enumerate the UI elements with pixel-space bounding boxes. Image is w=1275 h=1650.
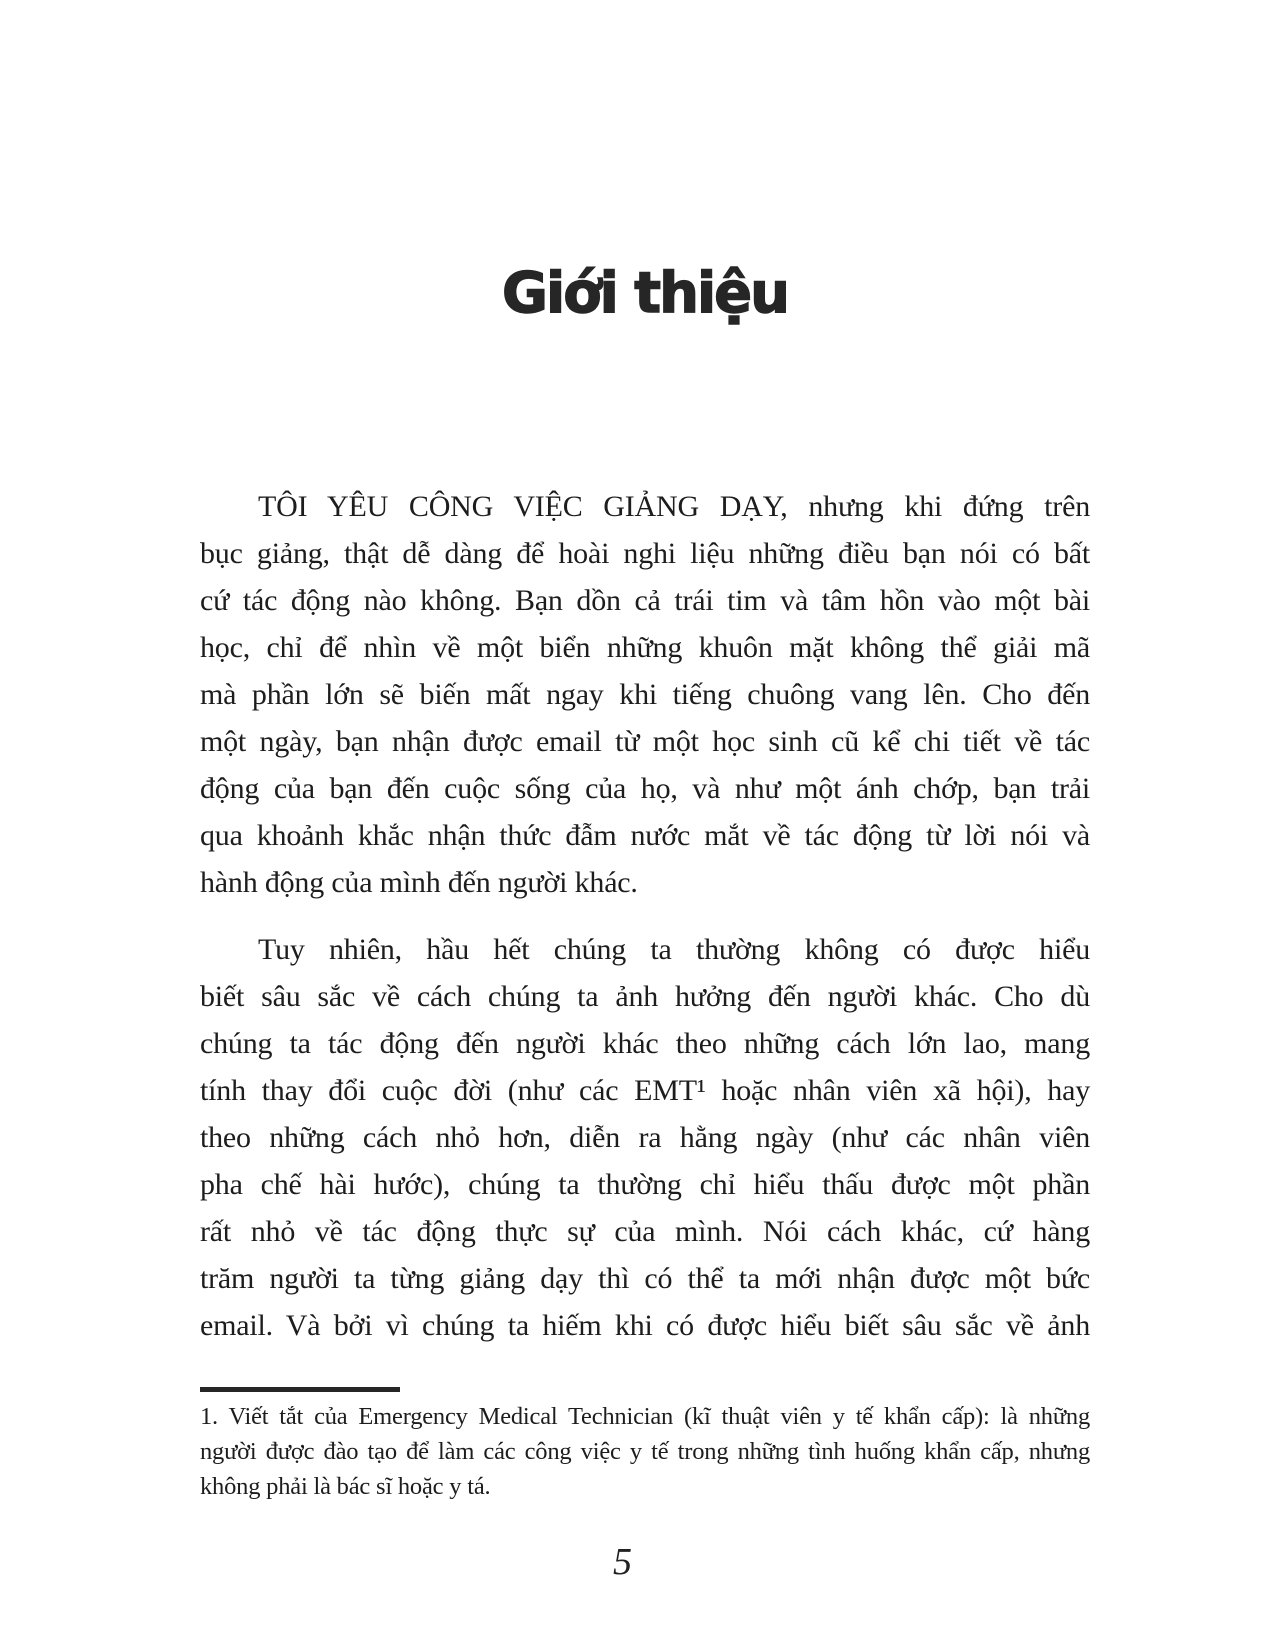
chapter-title: Giới thiệu	[501, 261, 788, 326]
paragraph-1	[200, 483, 1090, 906]
text-line: học, chỉ để nhìn về một biển những khuôn mặt không thể giải mã	[200, 631, 1090, 664]
text-line: theo những cách nhỏ hơn, diễn ra hằng ngày (như các nhân viên	[200, 1121, 1090, 1154]
text-line: bục giảng, thật dễ dàng để hoài nghi liệu những điều bạn nói có bất	[200, 537, 1090, 570]
text-line: trăm người ta từng giảng dạy thì có thể ta mới nhận được một bức	[200, 1262, 1090, 1295]
text-line: một ngày, bạn nhận được email từ một học sinh cũ kể chi tiết về tác	[200, 725, 1090, 758]
text-line: rất nhỏ về tác động thực sự của mình. Nói cách khác, cứ hàng	[200, 1215, 1090, 1248]
footnote-divider	[200, 1387, 400, 1392]
text-line: cứ tác động nào không. Bạn dồn cả trái tim và tâm hồn vào một bài	[200, 584, 1090, 617]
text-line: hành động của mình đến người khác.	[200, 866, 638, 899]
paragraph-2	[200, 926, 1090, 1349]
text-line: Tuy nhiên, hầu hết chúng ta thường không có được hiểu	[258, 933, 1090, 966]
page-number: 5	[613, 1541, 632, 1583]
text-line: qua khoảnh khắc nhận thức đẫm nước mắt về tác động từ lời nói và	[200, 819, 1090, 852]
text-line: TÔI YÊU CÔNG VIỆC GIẢNG DẠY, nhưng khi đứng trên	[258, 490, 1090, 523]
text-line: tính thay đổi cuộc đời (như các EMT¹ hoặc nhân viên xã hội), hay	[200, 1074, 1090, 1107]
text-line: email. Và bởi vì chúng ta hiếm khi có được hiểu biết sâu sắc về ảnh	[200, 1309, 1090, 1342]
footnote	[200, 1387, 1090, 1504]
text-line: người được đào tạo để làm các công việc y tế trong những tình huống khẩn cấp, nhưng	[200, 1438, 1090, 1465]
text-line: biết sâu sắc về cách chúng ta ảnh hưởng đến người khác. Cho dù	[200, 980, 1090, 1013]
body-text	[200, 483, 1090, 1349]
text-line: không phải là bác sĩ hoặc y tá.	[200, 1473, 491, 1500]
text-line: động của bạn đến cuộc sống của họ, và như một ánh chớp, bạn trải	[200, 772, 1090, 805]
footnote-text	[200, 1399, 1090, 1504]
text-line: pha chế hài hước), chúng ta thường chỉ hiểu thấu được một phần	[200, 1168, 1090, 1201]
text-line: 1. Viết tắt của Emergency Medical Technician (kĩ thuật viên y tế khẩn cấp): là những	[200, 1403, 1090, 1430]
text-line: chúng ta tác động đến người khác theo những cách lớn lao, mang	[200, 1027, 1090, 1060]
text-line: mà phần lớn sẽ biến mất ngay khi tiếng chuông vang lên. Cho đến	[200, 678, 1090, 711]
